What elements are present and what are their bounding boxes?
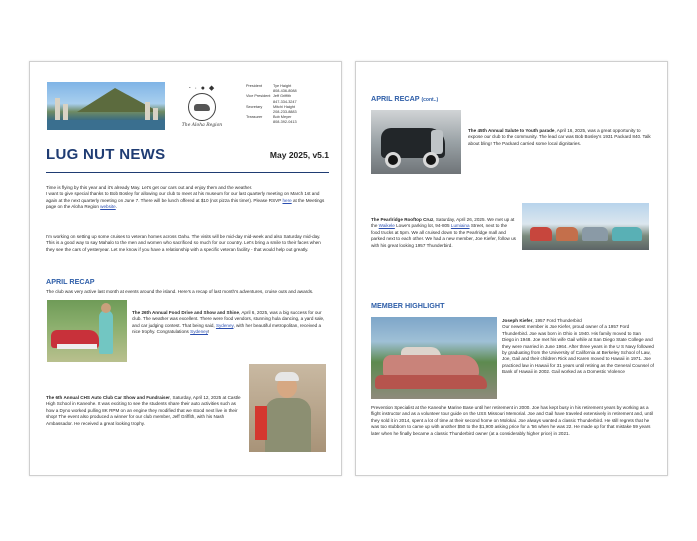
logo-tagline: The Aloha Region: [181, 123, 223, 128]
food-drive-paragraph: The 26th Annual Food Drive and Show and Shine, April 6, 2025, was a big success for our club. The weather was excellent. There were food vendors, stunning hula dancing, a yard sale, and car judging contest. That being said, Sydeney, with her beautiful metropolitan, received a nice trophy. Congratulations Sydeney!: [132, 310, 325, 335]
member-highlight-heading: MEMBER HIGHLIGHT: [371, 301, 445, 310]
member-bio-continued: Prevention Specialist at the Kaneohe Marine Base until her retirement in 2000. Joe has kept busy in his retirement years by working as a flight instructor and as a volunteer tour guide on the USS Missouri Memorial. Joe and Gail have traveled extensively in retirement and, until they sold it in 2014, spent a lot of time at their second home on Molokai. Joe always wanted a classic Thunderbird. He still regrets that he was too stubborn to came up with another $50 to the $1,900 asking price for a '56 when he was 22. He made up for that mistake 59 years later when he finally became a classic Thunderbird owner (at a considerably higher price) in 2021.: [371, 405, 653, 436]
waikele-name: Waikele: [378, 223, 395, 229]
lumiaina-name: Lumiaina: [450, 223, 470, 229]
veterans-paragraph: I'm working on setting up some cruises to veteran homes across Oahu. The visits will be mid-day mid-week and also Saturday mid-day. This is a good way to say Mahalo to the men and women who sacrificed so much for our country. Let's bring a smile to their faces when they see the cars of yesteryear. Let me know if you have a relationship with a specific veteran facility - that would help out greatly.: [46, 234, 321, 252]
april-recap-cont-heading: APRIL RECAP (cont..): [371, 94, 439, 103]
officer-phone-row: 847-334-3247: [273, 99, 297, 104]
diamond-head-photo: [47, 82, 165, 130]
issue-label: May 2025, v5.1: [269, 150, 329, 160]
officer-phone-row: 808-436-8088: [273, 89, 297, 94]
chs-paragraph: The 6th Annual CHS Auto Club Car Show and Fundraiser, Saturday, April 12, 2025 at Castle High School in Kaneohe. It was exciting to see the students share their auto activities such as how a Dyno worked pulling 8K RPM on an engine they modified that we stood next live in their shop! The event also produced a winner for our club member, Jeff Griffith, with his Nash Ambassador. He received a great looking trophy.: [46, 395, 241, 426]
rooftop-cruz-photo: [522, 203, 649, 250]
pearlridge-paragraph: The Pearlridge Rooftop Cruz, Saturday, April 26, 2025. We met up at the Waikele Lowe's parking lot, 94-805 Lumiaina Street, next to the food trucks at 5pm. We all cruised down to the Pearlridge mall and parked next to each other. We had a new member, Joe Kiefer, follow us with his great looking 1957 Thunderbird.: [371, 217, 516, 248]
masthead: [46, 146, 329, 168]
officers-list: [246, 84, 321, 126]
newsletter-page-2: [355, 61, 668, 476]
intro-paragraph: Time is flying by this year and it's already May. Let's get our cars out and enjoy them and the weather. I want to give special thanks to Bob Bosley for allowing our club to meet at his museum for our last quarterly meeting on March 1st and again at the next quarterly meeting on June 7. There will be lunch offered at $10 (not pizza this time!). Please RSVP here at the Meetings page on the Aloha Region website.: [46, 185, 325, 210]
officer-row: Secretary Mitchi Haight: [246, 104, 295, 109]
april-recap-heading: APRIL RECAP: [46, 277, 95, 286]
hawaiian-islands-icon: ⋅ ∙ ● ◆: [188, 85, 216, 92]
rsvp-here-link[interactable]: here: [282, 197, 292, 203]
packard-parade-photo: [371, 110, 461, 174]
food-drive-photo: [47, 300, 127, 362]
sydeney-name: Sydeney: [215, 322, 234, 328]
trophy-winner-photo: [249, 364, 326, 452]
thunderbird-photo: [371, 317, 497, 399]
newsletter-page-1: [29, 61, 342, 476]
officer-phone-row: 808-392-0413: [273, 120, 297, 125]
officer-row: President Tye Haight: [246, 84, 292, 88]
club-logo: [180, 84, 224, 130]
salute-paragraph: The 45th Annual Salute to Youth parade, April 16, 2025, was a great opportunity to expose our club to the community. The lead car was Bob Bosley's 1931 Packard 840. Talk about bling! The Packard carried some local dignitaries.: [468, 128, 651, 146]
officer-phone-row: 208-233-8883: [273, 110, 297, 115]
officer-row: Vice President Jeff Griffith: [246, 94, 292, 99]
car-emblem-icon: [188, 93, 216, 121]
member-bio-intro: Joseph Kiefer, 1957 Ford Thunderbird Our newest member is Joe Kiefer, proud owner of a 1957 Ford Thunderbird. Joe was born in Ohio in 1940. His family moved to San Diego in 1948. Joe met his wife Gail while at San Diego State College and they were married in June 1964. After three years in the U S Navy followed by graduating from the University of California at Berkeley School of Law, Joe, Gail and their children Rick and Karen moved to Hawaii in 1971. Joe practiced law in Hawaii for 31 years until retiring as the General Counsel of Bank of Hawaii in 2002. Gail worked as a Domestic Violence: [502, 318, 654, 375]
sydeney-name: Sydeney: [190, 329, 209, 335]
recap-intro: The club was very active last month at events around the island. Here's a recap of last month's adventures, cruise outs and awards.: [46, 289, 314, 294]
aloha-region-website-link[interactable]: website: [100, 204, 116, 210]
officer-row: Treasurer Bob Meyer: [246, 115, 292, 120]
masthead-divider: [46, 172, 329, 173]
newsletter-title: LUG NUT NEWS: [46, 146, 166, 163]
